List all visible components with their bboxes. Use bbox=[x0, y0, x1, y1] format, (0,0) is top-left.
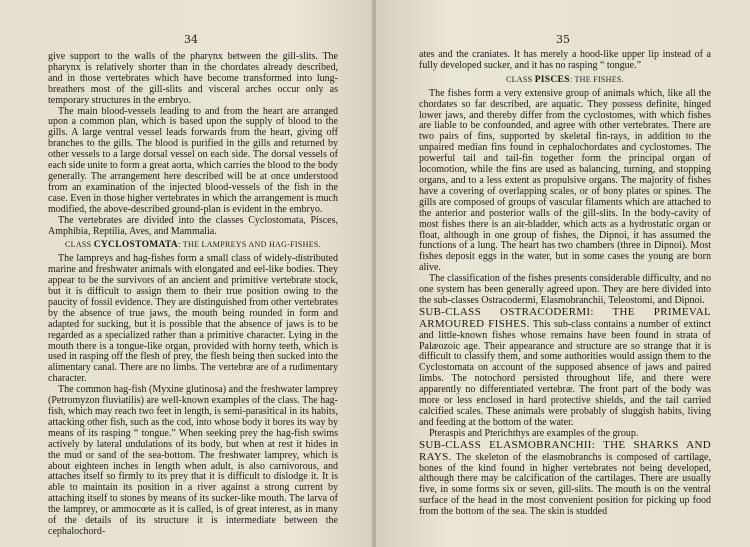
subclass-paragraph bbox=[419, 440, 711, 518]
paragraph: The main blood-vessels leading to and from the heart are arranged upon a common plan, which is based upon the supply of blood to the gills. A large ventral vessel leads forwards from the heart, giving off branches to the gills. The blood is purified in the gills and returned by other vessels to a large dorsal vessel on each side. The dorsal vessels of each side unite to form a great aorta, which carries the blood to the body generally. The arrangement here described will be at once understood from an examination of the injected blood-vessels of the fish in the case. Even in those higher vertebrates in which the arrangement is much modified, the above-described ground-plan is evident in the embryo. bbox=[48, 105, 338, 215]
left-page-text bbox=[48, 52, 338, 538]
heading-subtitle: : THE FISHES. bbox=[569, 74, 624, 84]
heading-title: PISCES bbox=[534, 74, 570, 85]
section-heading bbox=[419, 75, 711, 86]
page-number: 34 bbox=[184, 33, 198, 46]
subclass-text: The skeleton of the elasmobranchs is composed of cartilage, bones of the kind found in higher vertebrates not being developed, although there may be calcification of the cartilages. There are usually five, in some forms six or seven, gill-slits. The mouth is on the ventral surface of the head in the most convenient position for picking up food from the bottom of the sea. The skin is studded bbox=[419, 451, 711, 518]
right-page-text bbox=[419, 50, 711, 518]
paragraph: The classification of the fishes presents considerable difficulty, and no one system has been generally agreed upon. They are here divided into the sub-classes Ostracodermi, Elasmobranchii, Teleostomi, and Dipnoi. bbox=[419, 273, 711, 306]
paragraph: ates and the craniates. It has merely a hood-like upper lip instead of a fully developed sucker, and it has no rasping “ tongue.” bbox=[419, 49, 711, 71]
paragraph: The vertebrates are divided into the classes Cyclostomata, Pisces, Amphibia, Reptilia, Aves, and Mammalia. bbox=[48, 214, 338, 237]
paragraph: The fishes form a very extensive group of animals which, like all the chordates so far described, are aquatic. They possess definite, hinged lower jaws, and thereby differ from the cyclostomes, with which fishes are liable to be confounded, and agree with other vertebrates. There are two pairs of fins, supported by skeletal fin-rays, in addition to the unpaired median fins found in cephalochordates and cyclostomes. The powerful tail and tail-fin together form the principal organ of locomotion, while the fins are used as balancing, turning, and stopping organs, and to a less extent as propulsive organs. The majority of fishes have a covering of overlapping scales, or of bony plates or spines. The gills are composed of groups of vascular filaments which are attached to the anterior and posterior walls of the gill-slits. In the body-cavity of most fishes there is an air-bladder, which acts as a hydrostatic organ or float, although in one group of fishes, the Dipnoi, it has assumed the functions of a lung. The heart has two chambers (three in Dipnoi). Most fishes deposit eggs in the water, but in some cases the young are born alive. bbox=[419, 87, 711, 274]
heading-subtitle: : THE LAMPREYS AND HAG-FISHES. bbox=[178, 240, 321, 250]
subclass-heading: SUB-CLASS OSTRACODERMI: THE PRIMEVAL ARMOURED FISHES. bbox=[419, 305, 711, 330]
heading-prefix: CLASS bbox=[65, 240, 92, 250]
heading-prefix: CLASS bbox=[505, 74, 533, 84]
subclass-heading: SUB-CLASS ELASMOBRANCHII: THE SHARKS AND RAYS. bbox=[419, 438, 711, 463]
left-page bbox=[0, 0, 374, 547]
right-page bbox=[376, 0, 750, 547]
paragraph: give support to the walls of the pharynx between the gill-slits. The pharynx is relatively shorter than in the chordates already described, and in those vertebrates which have become transformed into lung-breathers most of the gill-slits and visceral arches occur only as temporary structures in the embryo. bbox=[48, 51, 338, 106]
heading-title: CYCLOSTOMATA bbox=[93, 240, 179, 251]
page-number: 35 bbox=[556, 33, 570, 46]
paragraph: Pteraspis and Pterichthys are examples of the group. bbox=[429, 427, 639, 439]
section-heading bbox=[48, 240, 338, 251]
subclass-paragraph bbox=[419, 307, 711, 429]
paragraph: The common hag-fish (Myxine glutinosa) and the freshwater lamprey (Petromyzon fluviatilis) are well-known examples of the class. The hag-fish, which may reach two feet in length, is semi-parasitical in its habits, attacking other fish, such as the cod, into whose body it bores its way by means of its rasping “ tongue.” When seeking prey the hag-fish swims actively by lateral undulations of its body, but when at rest it hides in the mud or sand of the sea-bottom. The freshwater lamprey, which is about eighteen inches in length when adult, is also carnivorous, and attaches itself so firmly to its prey that it is difficult to dislodge it. It is able to maintain its position in a river against a strong current by attaching itself to stones by means of its sucker-like mouth. The larva of the lamprey, or ammocœte as it is called, is of great interest, as in many of the details of its structure it is intermediate between the cephalochord- bbox=[48, 384, 338, 537]
paragraph: The lampreys and hag-fishes form a small class of widely-distributed marine and freshwater animals with elongated and eel-like bodies. They appear to be the survivors of an ancient and primitive vertebrate stock, but it is difficult to assign them to their true position owing to the paucity of fossil evidence. They are distinguished from other vertebrates by the absence of true jaws, the mouth being rounded in form and adapted for sucking, but it is possible that the absence of jaws is to be regarded as a specialized rather than a primitive character. Lying in the mouth there is a tongue-like organ, provided with horny teeth, which is used in rasping off the flesh of prey, the flesh being then sucked into the alimentary canal. There are no limbs. The vertebræ are of a rudimentary character. bbox=[48, 253, 338, 385]
subclass-text: This sub-class contains a number of extinct and little-known fishes whose remains have been found in strata of Palæozoic age. Their appearance and structure are so strange that it is difficult to classify them, and some authorities would assign them to the Cyclostomata on account of the supposed absence of jaws and paired limbs. The notochord persisted throughout life, and there were apparently no differentiated vertebræ. The front part of the body was more or less enclosed in hard protective shields, and the tail carried calcified scales. These animals were probably of sluggish habits, living and feeding at the bottom of the water. bbox=[419, 318, 711, 428]
